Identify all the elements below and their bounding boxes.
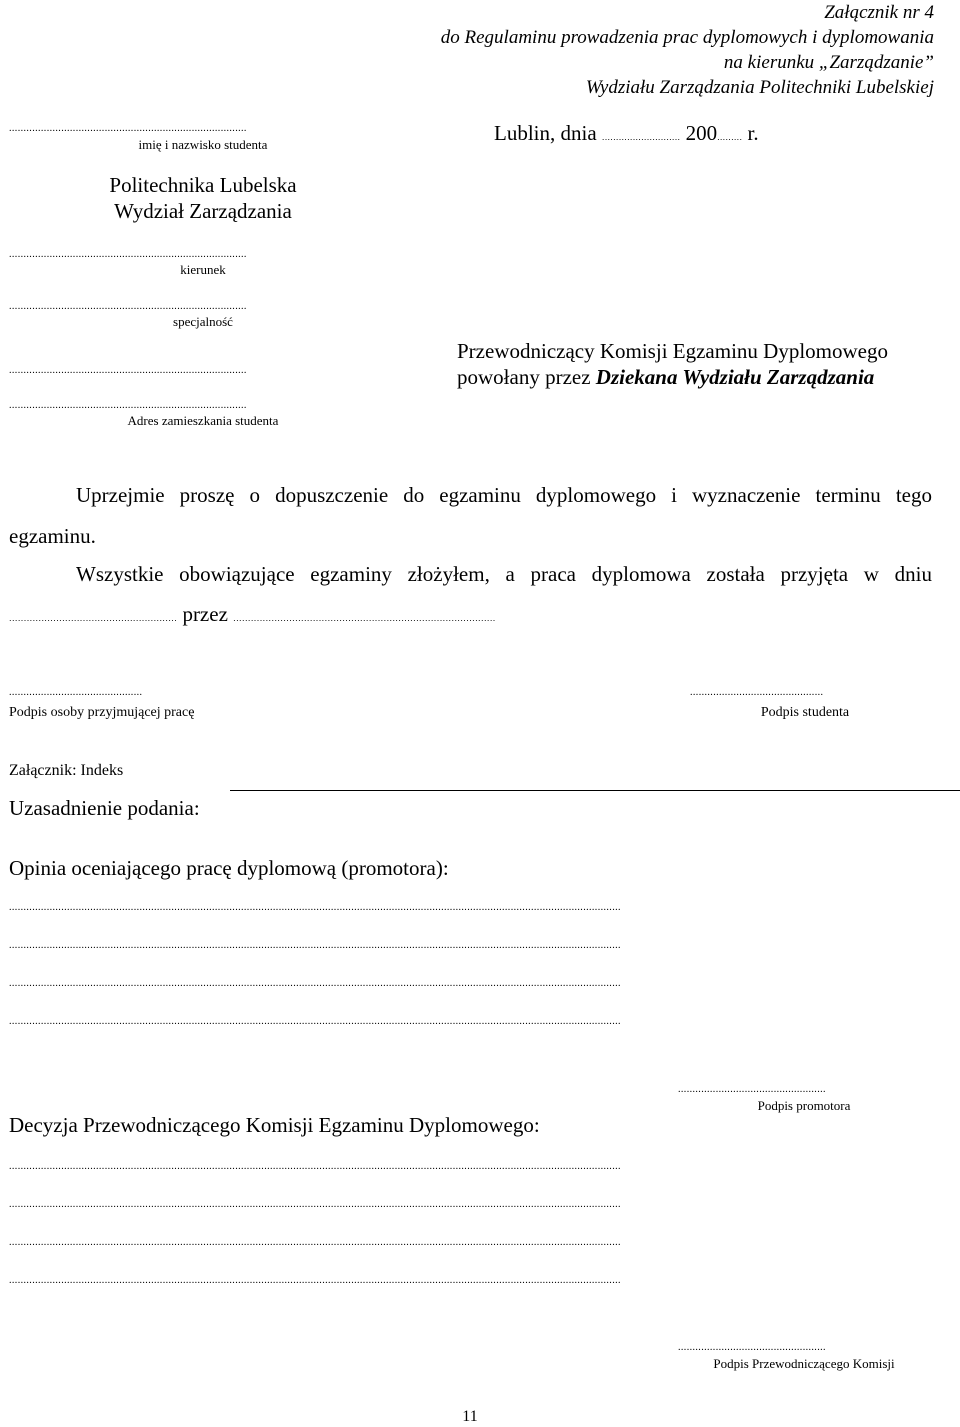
faculty-name: Wydział Zarządzania xyxy=(114,199,292,223)
date-year-prefix: 200 xyxy=(685,121,718,145)
address-dotted-line-2: .................................................................................. xyxy=(9,401,247,411)
opinion-heading: Opinia oceniającego pracę dyplomową (promotora): xyxy=(9,856,449,880)
chair-signature-label: Podpis Przewodniczącego Komisji xyxy=(713,1356,895,1371)
przez-word: przez xyxy=(182,602,228,626)
header-line-3: na kierunku „Zarządzanie” xyxy=(723,52,934,73)
date-line xyxy=(494,120,759,150)
name-label: imię i nazwisko studenta xyxy=(138,137,268,152)
university-name: Politechnika Lubelska xyxy=(109,173,297,197)
name-dotted-line: .................................................................................. xyxy=(9,124,247,134)
decision-line-2: ................................................................................................................................................................................................................... xyxy=(9,1200,621,1210)
specialty-dotted-line: .................................................................................. xyxy=(9,302,247,312)
specialty-label: specjalność xyxy=(173,314,233,329)
date-city: Lublin, dnia xyxy=(494,121,597,145)
exams-paragraph-line-2 xyxy=(9,601,934,631)
date-suffix: r. xyxy=(747,121,759,145)
opinion-line-3: ................................................................................................................................................................................................................... xyxy=(9,979,621,989)
chair-signature-dots: ................................................... xyxy=(678,1343,826,1353)
receiver-signature-label: Podpis osoby przyjmującej pracę xyxy=(9,705,195,720)
header-line-4: Wydziału Zarządzania Politechniki Lubelskiej xyxy=(585,77,934,98)
header-line-1: Załącznik nr 4 xyxy=(824,2,934,23)
promoter-signature-dots: ................................................... xyxy=(678,1085,826,1095)
date-day-dots: ............................ xyxy=(601,132,681,142)
request-paragraph-line-1: Uprzejmie proszę o dopuszczenie do egzaminu dyplomowego i wyznaczenie terminu tego xyxy=(76,483,932,507)
separator-line xyxy=(230,790,960,791)
field-label: kierunek xyxy=(180,262,226,277)
attachment-note: Załącznik: Indeks xyxy=(9,762,124,779)
accepted-date-dots: ......................................................... xyxy=(9,613,178,623)
addressee-line-1: Przewodniczący Komisji Egzaminu Dyplomowego xyxy=(457,339,888,363)
address-dotted-line-1: .................................................................................. xyxy=(9,366,247,376)
opinion-line-4: ................................................................................................................................................................................................................... xyxy=(9,1017,621,1027)
decision-line-4: ................................................................................................................................................................................................................... xyxy=(9,1276,621,1286)
exams-paragraph-line-1: Wszystkie obowiązujące egzaminy złożyłem, a praca dyplomowa została przyjęta w dniu xyxy=(76,562,932,586)
header-line-2: do Regulaminu prowadzenia prac dyplomowych i dyplomowania xyxy=(440,27,934,48)
address-label: Adres zamieszkania studenta xyxy=(127,413,279,428)
addressee-block xyxy=(457,338,888,390)
date-year-dots: ......... xyxy=(717,132,743,142)
student-signature-label: Podpis studenta xyxy=(760,705,850,720)
request-paragraph-line-2: egzaminu. xyxy=(9,524,96,548)
addressee-line-2 xyxy=(457,364,888,390)
receiver-signature-dots: .............................................. xyxy=(9,688,143,698)
opinion-line-1: ................................................................................................................................................................................................................... xyxy=(9,903,621,913)
decision-line-3: ................................................................................................................................................................................................................... xyxy=(9,1238,621,1248)
promoter-signature-label: Podpis promotora xyxy=(757,1098,851,1113)
attachment-header xyxy=(234,0,934,100)
decision-line-1: ................................................................................................................................................................................................................... xyxy=(9,1162,621,1172)
university-block xyxy=(9,172,397,224)
addressee-line-2-plain: powołany przez xyxy=(457,365,596,389)
field-dotted-line: .................................................................................. xyxy=(9,250,247,260)
decision-heading: Decyzja Przewodniczącego Komisji Egzaminu Dyplomowego: xyxy=(9,1113,540,1137)
opinion-line-2: ................................................................................................................................................................................................................... xyxy=(9,941,621,951)
accepted-by-dots: ......................................................................................... xyxy=(233,613,496,623)
student-signature-dots: .............................................. xyxy=(690,688,824,698)
justification-heading: Uzasadnienie podania: xyxy=(9,796,200,820)
addressee-line-2-italic: Dziekana Wydziału Zarządzania xyxy=(595,365,875,389)
page-number: 11 xyxy=(462,1408,478,1425)
